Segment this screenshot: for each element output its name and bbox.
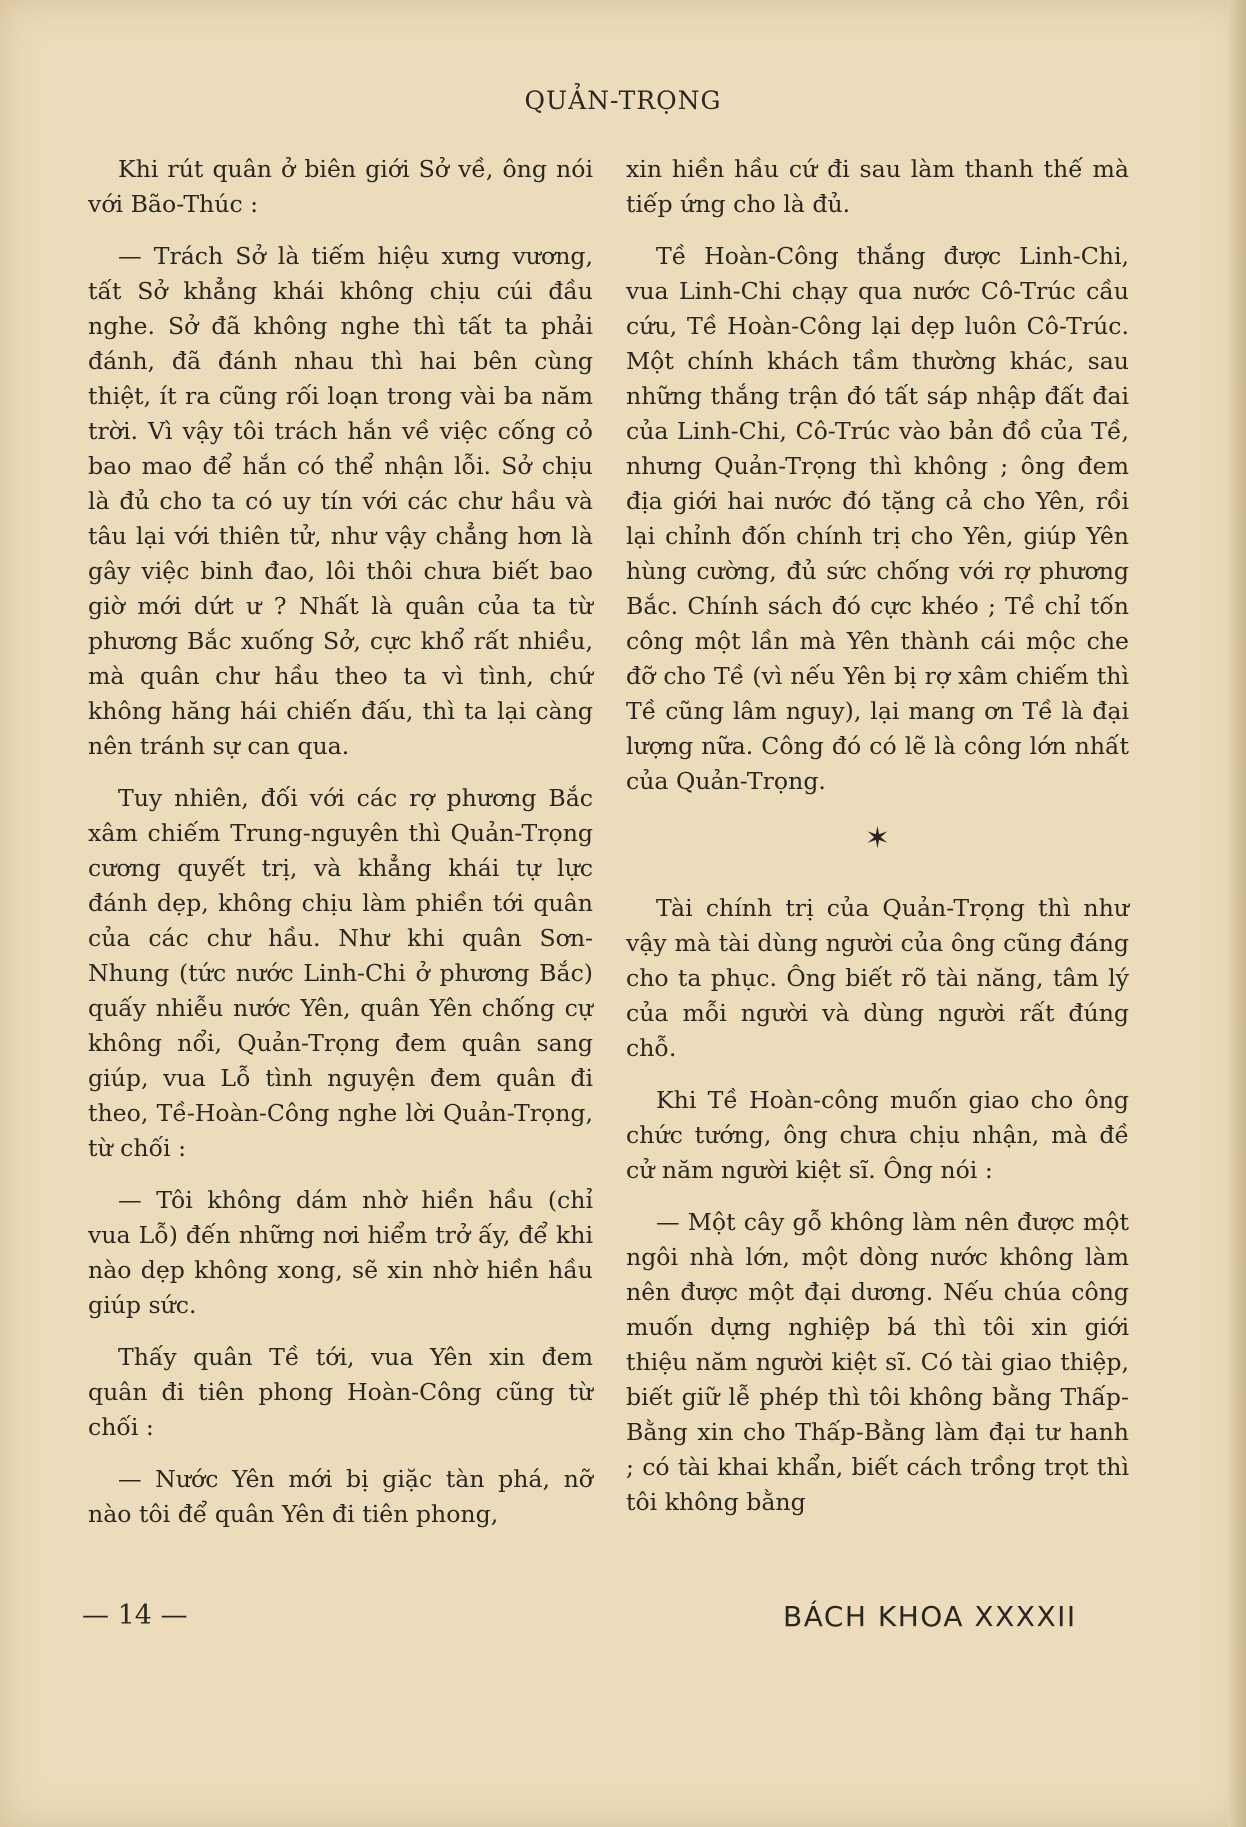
right-column	[626, 152, 1129, 1537]
paragraph: — Trách Sở là tiếm hiệu xưng vương, tất Sở khẳng khái không chịu cúi đầu nghe. Sở đã không nghe thì tất ta phải đánh, đã đánh nhau thì hai bên cùng thiệt, ít ra cũng rối loạn trong vài ba năm trời. Vì vậy tôi trách hắn về việc cống cỏ bao mao để hắn có thể nhận lỗi. Sở chịu là đủ cho ta có uy tín với các chư hầu và tâu lại với thiên tử, như vậy chẳng hơn là gây việc binh đao, lôi thôi chưa biết bao giờ mới dứt ư ? Nhất là quân của ta từ phương Bắc xuống Sở, cực khổ rất nhiều, mà quân chư hầu theo ta vì tình, chứ không hăng hái chiến đấu, thì ta lại càng nên tránh sự can qua.	[88, 242, 593, 760]
left-column	[88, 152, 593, 1549]
page-number: — 14 —	[82, 1600, 188, 1631]
paragraph: Thấy quân Tề tới, vua Yên xin đem quân đi tiên phong Hoàn-Công cũng từ chối :	[88, 1343, 593, 1441]
paragraph: Tuy nhiên, đối với các rợ phương Bắc xâm chiếm Trung-nguyên thì Quản-Trọng cương quyết trị, và khẳng khái tự lực đánh dẹp, không chịu làm phiền tới quân của các chư hầu. Như khi quân Sơn-Nhung (tức nước Linh-Chi ở phương Bắc) quấy nhiễu nước Yên, quân Yên chống cự không nổi, Quản-Trọng đem quân sang giúp, vua Lỗ tình nguyện đem quân đi theo, Tề-Hoàn-Công nghe lời Quản-Trọng, từ chối :	[88, 784, 593, 1162]
paragraph: xin hiền hầu cứ đi sau làm thanh thế mà tiếp ứng cho là đủ.	[626, 155, 1129, 218]
page-edge-shadow	[1228, 0, 1246, 1827]
paragraph: Tài chính trị của Quản-Trọng thì như vậy mà tài dùng người của ông cũng đáng cho ta phục. Ông biết rõ tài năng, tâm lý của mỗi người và dùng người rất đúng chỗ.	[626, 894, 1129, 1062]
paragraph: — Một cây gỗ không làm nên được một ngôi nhà lớn, một dòng nước không làm nên được một đại dương. Nếu chúa công muốn dựng nghiệp bá thì tôi xin giới thiệu năm người kiệt sĩ. Có tài giao thiệp, biết giữ lễ phép thì tôi không bằng Thấp-Bằng xin cho Thấp-Bằng làm đại tư hanh ; có tài khai khẩn, biết cách trồng trọt thì tôi không bằng	[626, 1208, 1129, 1516]
journal-title: BÁCH KHOA XXXXII	[783, 1600, 1077, 1633]
paragraph: — Tôi không dám nhờ hiền hầu (chỉ vua Lỗ) đến những nơi hiểm trở ấy, để khi nào dẹp không xong, sẽ xin nhờ hiền hầu giúp sức.	[88, 1186, 593, 1319]
running-head: QUẢN-TRỌNG	[524, 86, 722, 115]
paragraph: Khi rút quân ở biên giới Sở về, ông nói với Bão-Thúc :	[88, 155, 593, 218]
paragraph: — Nước Yên mới bị giặc tàn phá, nỡ nào tôi để quân Yên đi tiên phong,	[88, 1465, 593, 1528]
paragraph: Tề Hoàn-Công thắng được Linh-Chi, vua Linh-Chi chạy qua nước Cô-Trúc cầu cứu, Tề Hoàn-Công lại dẹp luôn Cô-Trúc. Một chính khách tầm thường khác, sau những thắng trận đó tất sáp nhập đất đai của Linh-Chi, Cô-Trúc vào bản đồ của Tề, nhưng Quản-Trọng thì không ; ông đem địa giới hai nước đó tặng cả cho Yên, rồi lại chỉnh đốn chính trị cho Yên, giúp Yên hùng cường, đủ sức chống với rợ phương Bắc. Chính sách đó cực khéo ; Tề chỉ tốn công một lần mà Yên thành cái mộc che đỡ cho Tề (vì nếu Yên bị rợ xâm chiếm thì Tề cũng lâm nguy), lại mang ơn Tề là đại lượng nữa. Công đó có lẽ là công lớn nhất của Quản-Trọng.	[626, 242, 1129, 795]
section-ornament-icon: ✶	[864, 821, 891, 856]
paragraph: Khi Tề Hoàn-công muốn giao cho ông chức tướng, ông chưa chịu nhận, mà đề cử năm người kiệt sĩ. Ông nói :	[626, 1086, 1129, 1184]
